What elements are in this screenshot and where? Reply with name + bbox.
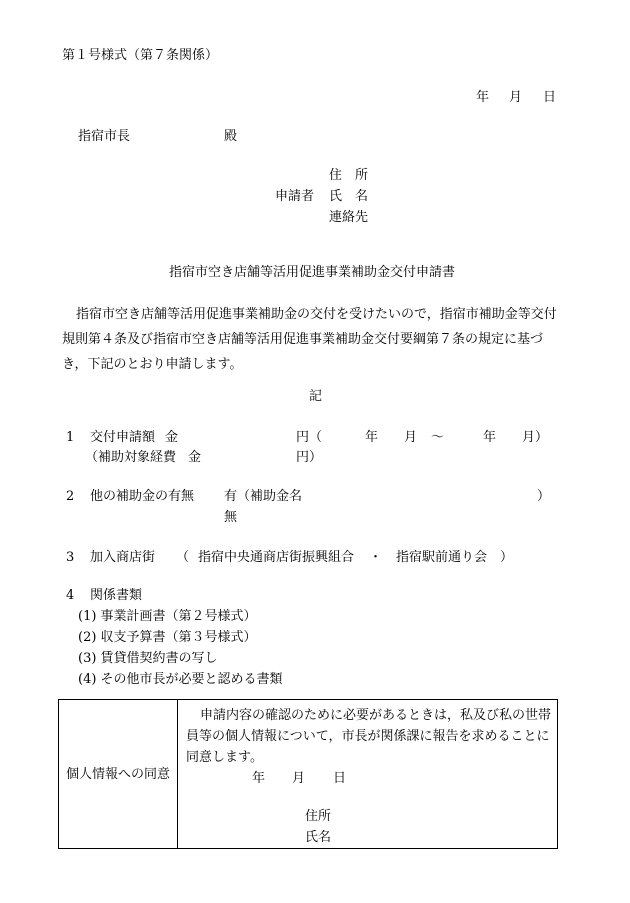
shopping-street-close: ） xyxy=(500,550,514,565)
item-number: 3 xyxy=(66,550,75,565)
period-year-1: 年 xyxy=(365,430,379,445)
intro-line: 規則第４条及び指宿市空き店舗等活用促進事業補助金交付要綱第７条の規定に基づ xyxy=(62,332,544,347)
consent-text-line: 員等の個人情報について，市長が関係課に報告を求めることに xyxy=(186,729,550,744)
period-month-1: 月 xyxy=(404,430,418,445)
date-day: 日 xyxy=(543,90,557,105)
other-subsidy-close: ） xyxy=(537,489,551,504)
addressee-honorific: 殿 xyxy=(224,129,238,144)
consent-date-month: 月 xyxy=(292,771,306,786)
period-year-2: 年 xyxy=(483,430,497,445)
item-number: 4 xyxy=(66,588,75,603)
item-label: 他の補助金の有無 xyxy=(90,489,195,504)
consent-date-year: 年 xyxy=(252,771,266,786)
subsidy-cost-label: （補助対象経費 xyxy=(85,450,177,465)
form-number: 第１号様式（第７条関係） xyxy=(62,48,219,63)
intro-line: き，下記のとおり申請します。 xyxy=(62,357,243,372)
consent-body xyxy=(178,700,558,849)
consent-table xyxy=(58,699,558,849)
subsidy-cost-kin: 金 xyxy=(188,450,202,465)
item-number: 1 xyxy=(66,430,75,445)
addressee-name: 指宿市長 xyxy=(78,129,131,144)
applicant-name-label: 氏 名 xyxy=(329,189,369,204)
other-subsidy-yes: 有（補助金名 xyxy=(224,489,303,504)
date-year: 年 xyxy=(476,90,490,105)
item-label: 交付申請額 xyxy=(90,430,156,445)
amount-yen: 円（ xyxy=(296,430,323,445)
subsidy-cost-yen: 円） xyxy=(296,450,323,465)
shopping-street-separator: ・ xyxy=(369,550,383,565)
ki-heading: 記 xyxy=(309,389,323,404)
intro-paragraph xyxy=(62,302,568,377)
consent-label: 個人情報への同意 xyxy=(59,700,178,849)
shopping-street-option-2: 指宿駅前通り会 xyxy=(396,550,488,565)
related-document: (1) 事業計画書（第２号様式） xyxy=(78,609,257,624)
applicant-address-label: 住 所 xyxy=(329,168,369,183)
period-tilde: ～ xyxy=(431,430,445,445)
consent-address-label: 住所 xyxy=(305,809,332,824)
item-number: 2 xyxy=(66,489,75,504)
consent-name-label: 氏名 xyxy=(305,830,332,845)
shopping-street-open: （ xyxy=(176,550,190,565)
amount-kin: 金 xyxy=(165,430,179,445)
consent-text-line: 申請内容の確認のために必要があるときは，私及び私の世帯 xyxy=(200,708,552,723)
shopping-street-option-1: 指宿中央通商店街振興組合 xyxy=(198,550,355,565)
period-month-2: 月） xyxy=(522,430,549,445)
document-title: 指宿市空き店舗等活用促進事業補助金交付申請書 xyxy=(169,265,456,280)
date-month: 月 xyxy=(509,90,523,105)
applicant-contact-label: 連絡先 xyxy=(329,210,369,225)
applicant-label: 申請者 xyxy=(275,189,315,204)
consent-date-day: 日 xyxy=(333,771,347,786)
intro-line: 指宿市空き店舗等活用促進事業補助金の交付を受けたいので，指宿市補助金等交付 xyxy=(76,307,557,322)
related-document: (2) 収支予算書（第３号様式） xyxy=(78,630,257,645)
other-subsidy-no: 無 xyxy=(224,510,238,525)
related-document: (3) 賃貸借契約書の写し xyxy=(78,651,218,666)
item-label: 関係書類 xyxy=(90,588,143,603)
item-label: 加入商店街 xyxy=(90,550,156,565)
related-document: (4) その他市長が必要と認める書類 xyxy=(78,672,283,687)
consent-text-line: 同意します。 xyxy=(186,750,263,765)
